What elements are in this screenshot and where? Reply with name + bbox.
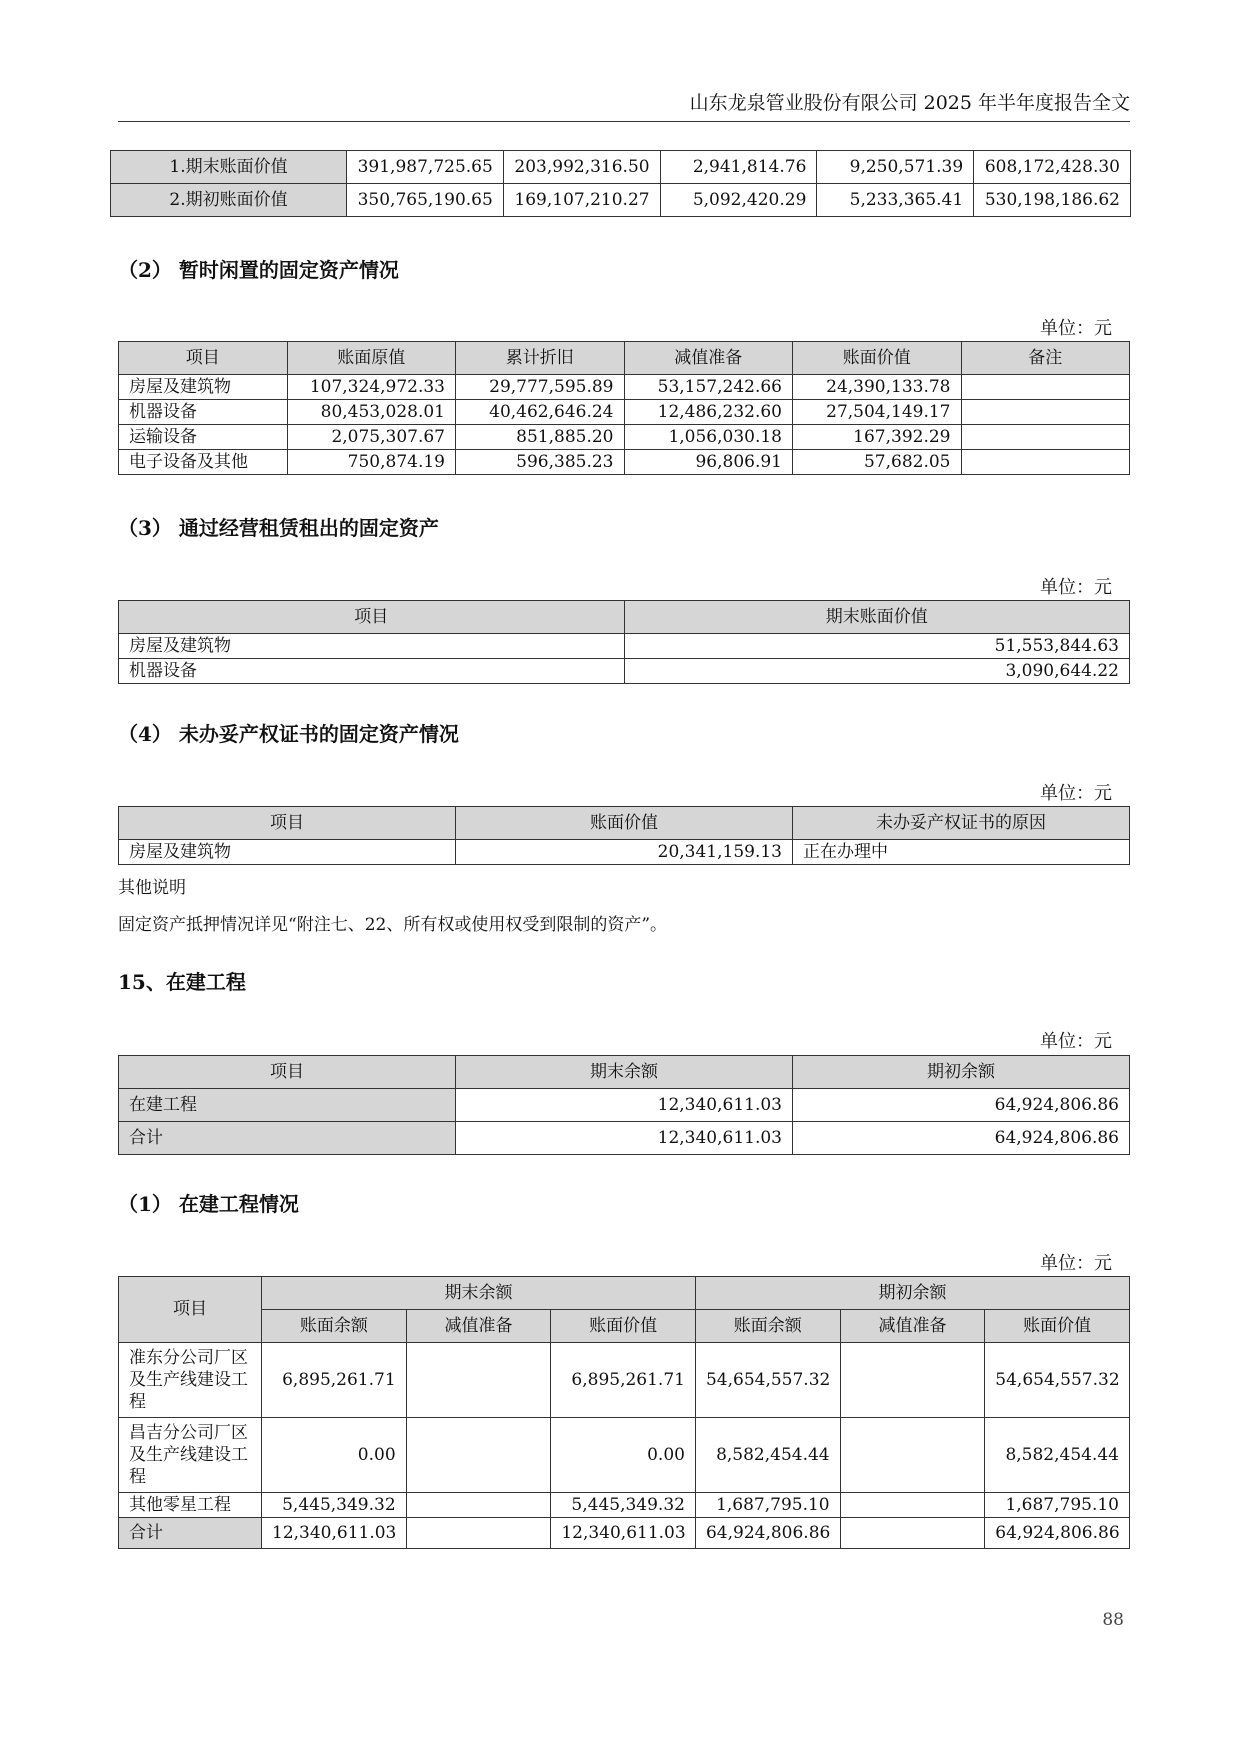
table-row	[119, 400, 1130, 425]
section-title: （3） 通过经营租赁租出的固定资产	[118, 516, 439, 540]
cell: 2,941,814.76	[660, 151, 817, 184]
cell: 在建工程	[119, 1089, 456, 1122]
cell: 机器设备	[119, 400, 288, 425]
col-header: 备注	[961, 342, 1130, 375]
carryover-table	[110, 150, 1131, 217]
cell: 5,233,365.41	[817, 184, 974, 217]
table-row	[111, 184, 1131, 217]
cell	[961, 375, 1130, 400]
col-header: 账面价值	[985, 1310, 1130, 1343]
table-row	[111, 151, 1131, 184]
col-header: 期末余额	[456, 1056, 793, 1089]
cell	[961, 400, 1130, 425]
unit-label: 单位：元	[1040, 318, 1112, 339]
carryover-table-block	[110, 150, 1131, 217]
table-row	[119, 1343, 1130, 1418]
col-header: 期末账面价值	[624, 601, 1130, 634]
cell	[961, 425, 1130, 450]
cell: 54,654,557.32	[985, 1343, 1130, 1418]
cell: 608,172,428.30	[974, 151, 1131, 184]
cell	[961, 450, 1130, 475]
col-header: 项目	[119, 601, 625, 634]
unit-label: 单位：元	[1040, 783, 1112, 804]
cell: 1,687,795.10	[985, 1493, 1130, 1518]
construction-detail-table-block	[118, 1276, 1130, 1549]
cell	[406, 1343, 551, 1418]
cell: 54,654,557.32	[695, 1343, 840, 1418]
cell	[406, 1493, 551, 1518]
unit-label: 单位：元	[1040, 577, 1112, 598]
leased-assets-table-block	[118, 600, 1130, 684]
cell: 64,924,806.86	[793, 1089, 1130, 1122]
cell: 530,198,186.62	[974, 184, 1131, 217]
cell: 167,392.29	[793, 425, 962, 450]
cell: 12,340,611.03	[262, 1518, 407, 1549]
col-header: 未办妥产权证书的原因	[793, 807, 1130, 840]
cell: 64,924,806.86	[695, 1518, 840, 1549]
cell: 合计	[119, 1518, 262, 1549]
cell: 正在办理中	[793, 840, 1130, 865]
table-row	[119, 634, 1130, 659]
cell: 57,682.05	[793, 450, 962, 475]
cell: 合计	[119, 1122, 456, 1155]
cell: 5,445,349.32	[262, 1493, 407, 1518]
table-header-row	[119, 1277, 1130, 1310]
cell: 3,090,644.22	[624, 659, 1130, 684]
cell	[840, 1518, 985, 1549]
col-header: 账面价值	[793, 342, 962, 375]
table-row	[119, 425, 1130, 450]
cell: 24,390,133.78	[793, 375, 962, 400]
col-header: 项目	[119, 807, 456, 840]
section-title: （1） 在建工程情况	[118, 1192, 299, 1216]
col-header: 账面余额	[262, 1310, 407, 1343]
row-label: 1.期末账面价值	[111, 151, 347, 184]
uncertified-assets-table-block	[118, 806, 1130, 865]
cell: 昌吉分公司厂区及生产线建设工程	[119, 1418, 262, 1493]
table-subheader-row	[119, 1310, 1130, 1343]
row-label: 2.期初账面价值	[111, 184, 347, 217]
cell: 机器设备	[119, 659, 625, 684]
cell: 12,486,232.60	[624, 400, 793, 425]
section-title: 15、在建工程	[118, 970, 246, 994]
cell: 391,987,725.65	[347, 151, 504, 184]
cell: 80,453,028.01	[287, 400, 456, 425]
cell: 203,992,316.50	[503, 151, 660, 184]
uncertified-assets-table	[118, 806, 1130, 865]
group-header-begin: 期初余额	[695, 1277, 1129, 1310]
cell: 8,582,454.44	[695, 1418, 840, 1493]
construction-summary-table	[118, 1055, 1130, 1155]
cell: 29,777,595.89	[456, 375, 625, 400]
table-row	[119, 1493, 1130, 1518]
cell: 53,157,242.66	[624, 375, 793, 400]
col-header: 账面价值	[551, 1310, 696, 1343]
table-row	[119, 1122, 1130, 1155]
cell: 其他零星工程	[119, 1493, 262, 1518]
table-row	[119, 375, 1130, 400]
table-row	[119, 450, 1130, 475]
col-header: 期初余额	[793, 1056, 1130, 1089]
cell: 169,107,210.27	[503, 184, 660, 217]
cell: 1,687,795.10	[695, 1493, 840, 1518]
construction-summary-table-block	[118, 1055, 1130, 1155]
table-header-row	[119, 342, 1130, 375]
cell: 851,885.20	[456, 425, 625, 450]
section-title: （2） 暂时闲置的固定资产情况	[118, 258, 399, 282]
cell: 596,385.23	[456, 450, 625, 475]
cell	[406, 1518, 551, 1549]
cell: 6,895,261.71	[262, 1343, 407, 1418]
cell: 6,895,261.71	[551, 1343, 696, 1418]
table-header-row	[119, 807, 1130, 840]
cell: 准东分公司厂区及生产线建设工程	[119, 1343, 262, 1418]
cell: 5,092,420.29	[660, 184, 817, 217]
page-header: 山东龙泉管业股份有限公司 2025 年半年度报告全文	[118, 88, 1130, 122]
cell: 电子设备及其他	[119, 450, 288, 475]
table-row	[119, 659, 1130, 684]
table-header-row	[119, 1056, 1130, 1089]
leased-assets-table	[118, 600, 1130, 684]
cell: 运输设备	[119, 425, 288, 450]
other-notes-text: 固定资产抵押情况详见“附注七、22、所有权或使用权受到限制的资产”。	[118, 915, 668, 935]
table-row	[119, 1518, 1130, 1549]
cell: 27,504,149.17	[793, 400, 962, 425]
section-title: （4） 未办妥产权证书的固定资产情况	[118, 722, 459, 746]
cell: 64,924,806.86	[985, 1518, 1130, 1549]
unit-label: 单位：元	[1040, 1031, 1112, 1052]
cell: 40,462,646.24	[456, 400, 625, 425]
cell	[406, 1418, 551, 1493]
col-header: 账面原值	[287, 342, 456, 375]
other-notes-label: 其他说明	[118, 878, 186, 898]
table-row	[119, 1089, 1130, 1122]
construction-detail-table	[118, 1276, 1130, 1549]
cell: 12,340,611.03	[456, 1122, 793, 1155]
cell: 51,553,844.63	[624, 634, 1130, 659]
cell: 房屋及建筑物	[119, 840, 456, 865]
table-row	[119, 840, 1130, 865]
cell: 96,806.91	[624, 450, 793, 475]
col-header: 项目	[119, 342, 288, 375]
col-header: 累计折旧	[456, 342, 625, 375]
col-header: 项目	[119, 1277, 262, 1343]
table-header-row	[119, 601, 1130, 634]
cell: 64,924,806.86	[793, 1122, 1130, 1155]
cell: 350,765,190.65	[347, 184, 504, 217]
idle-assets-table	[118, 341, 1130, 475]
cell: 5,445,349.32	[551, 1493, 696, 1518]
idle-assets-table-block	[118, 341, 1130, 475]
cell: 20,341,159.13	[456, 840, 793, 865]
unit-label: 单位：元	[1040, 1253, 1112, 1274]
cell: 750,874.19	[287, 450, 456, 475]
page-number: 88	[1102, 1610, 1124, 1630]
table-row	[119, 1418, 1130, 1493]
cell: 12,340,611.03	[456, 1089, 793, 1122]
cell: 107,324,972.33	[287, 375, 456, 400]
cell: 房屋及建筑物	[119, 634, 625, 659]
cell	[840, 1418, 985, 1493]
cell: 房屋及建筑物	[119, 375, 288, 400]
col-header: 账面价值	[456, 807, 793, 840]
group-header-end: 期末余额	[262, 1277, 696, 1310]
cell: 0.00	[262, 1418, 407, 1493]
cell: 0.00	[551, 1418, 696, 1493]
col-header: 减值准备	[406, 1310, 551, 1343]
cell	[840, 1493, 985, 1518]
cell: 12,340,611.03	[551, 1518, 696, 1549]
col-header: 减值准备	[624, 342, 793, 375]
cell: 8,582,454.44	[985, 1418, 1130, 1493]
cell: 1,056,030.18	[624, 425, 793, 450]
col-header: 项目	[119, 1056, 456, 1089]
cell: 2,075,307.67	[287, 425, 456, 450]
cell: 9,250,571.39	[817, 151, 974, 184]
cell	[840, 1343, 985, 1418]
col-header: 减值准备	[840, 1310, 985, 1343]
col-header: 账面余额	[695, 1310, 840, 1343]
